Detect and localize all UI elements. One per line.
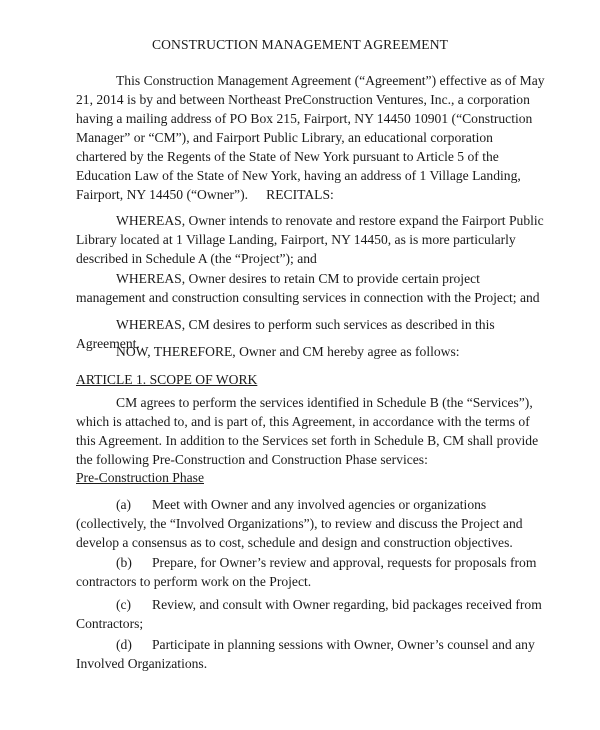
list-item-b — [76, 553, 546, 591]
list-item-label: (a) — [116, 497, 132, 512]
article-1-heading: ARTICLE 1. SCOPE OF WORK — [76, 372, 258, 387]
recital-paragraph-2: WHEREAS, Owner desires to retain CM to provide certain project management and construction consulting services in connection with the Project; and — [76, 271, 540, 305]
article-1-paragraph: CM agrees to perform the services identified in Schedule B (the “Services”), which is attached to, and is part of, this Agreement, in accordance with the terms of this Agreement. In addition to the Services set forth in Schedule B, CM shall provide the following Pre-Construction and Construction Phase services: — [76, 395, 539, 467]
list-item-c — [76, 595, 546, 633]
list-item-label: (b) — [116, 555, 132, 570]
document-title: CONSTRUCTION MANAGEMENT AGREEMENT — [151, 37, 449, 52]
list-item-a — [76, 495, 546, 552]
recital-paragraph-3: WHEREAS, CM desires to perform such services as described in this Agreement. — [76, 317, 495, 351]
recital-paragraph-4: NOW, THEREFORE, Owner and CM hereby agree as follows: — [116, 344, 460, 359]
list-item-label: (d) — [116, 637, 132, 652]
intro-paragraph: This Construction Management Agreement (“Agreement”) effective as of May 21, 2014 is by and between Northeast PreConstruction Ventures, Inc., a corporation having a mailing address of PO Box 215, Fairport, NY 14450 10901 (“Construction Manager” or “CM”), and Fairport Public Library, an educational corporation chartered by the Regents of the State of New York pursuant to Article 5 of the Education Law of the State of New York, having an address of 1 Village Landing, Fairport, NY 14450 (“Owner”). — [76, 73, 545, 202]
recital-paragraph-1: WHEREAS, Owner intends to renovate and restore expand the Fairport Public Library located at 1 Village Landing, Fairport, NY 14450, as is more particularly described in Schedule A (the “Project”); and — [76, 213, 544, 266]
list-item-text: Review, and consult with Owner regarding, bid packages received from Contractors; — [76, 597, 542, 631]
list-item-text: Participate in planning sessions with Owner, Owner’s counsel and any Involved Organizations. — [76, 637, 535, 671]
list-item-d — [76, 635, 546, 673]
list-item-text: Meet with Owner and any involved agencies or organizations (collectively, the “Involved Organizations”), to review and discuss the Project and develop a consensus as to cost, schedule and design and construction objectives. — [76, 497, 523, 550]
pre-construction-phase-heading: Pre-Construction Phase — [76, 470, 204, 485]
list-item-label: (c) — [116, 597, 132, 612]
list-item-text: Prepare, for Owner’s review and approval, requests for proposals from contractors to perform work on the Project. — [76, 555, 537, 589]
recitals-heading: RECITALS: — [266, 187, 334, 202]
